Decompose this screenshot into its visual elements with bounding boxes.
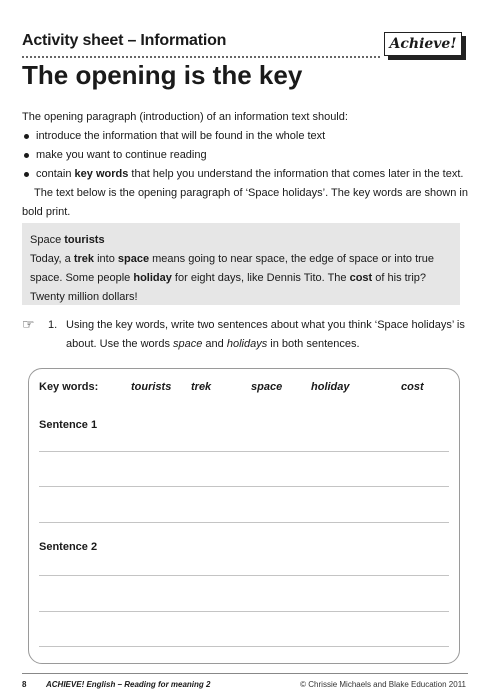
- passage-heading-keyword: tourists: [64, 234, 105, 246]
- passage-keyword: cost: [349, 272, 373, 284]
- keyword-trek: trek: [191, 381, 212, 393]
- header-dotted-rule: [22, 56, 380, 58]
- passage-text-part: into: [94, 253, 118, 265]
- intro-section: [22, 108, 470, 222]
- passage-keyword: holiday: [133, 272, 172, 284]
- task-text-part: Using the key words, write two sentences about what you think ‘Space holidays’ is about. Use the words: [66, 319, 465, 350]
- task-text-part: and: [202, 338, 227, 350]
- bullet-item: [22, 127, 470, 146]
- answer-box: [28, 368, 460, 664]
- passage-text: [30, 250, 452, 307]
- passage-text-part: means going to near space, the edge of space or into true space. Some people: [30, 253, 435, 284]
- page-title: The opening is the key: [22, 60, 303, 90]
- writing-line[interactable]: [39, 611, 449, 612]
- bullet-item: [22, 165, 470, 184]
- bullet-text: contain: [36, 168, 75, 180]
- footer-book-title: ACHIEVE! English – Reading for meaning 2: [46, 680, 211, 689]
- task-text-part: in both sentences.: [267, 338, 360, 350]
- footer-copyright: © Chrissie Michaels and Blake Education 2011: [300, 680, 466, 689]
- pointing-hand-icon: ☞: [22, 316, 35, 332]
- writing-line[interactable]: [39, 451, 449, 452]
- writing-line[interactable]: [39, 646, 449, 647]
- passage-text-part: for eight days, like Dennis Tito. The: [171, 272, 350, 284]
- achieve-badge: Achieve!: [384, 32, 462, 56]
- passage-text-part: of his trip? Twenty million dollars!: [30, 272, 427, 303]
- writing-line[interactable]: [39, 575, 449, 576]
- bullet-keyword: key words: [74, 168, 129, 180]
- footer-page-number: 8: [22, 680, 27, 689]
- keywords-row: [39, 381, 449, 399]
- task-emphasis: space: [173, 338, 203, 350]
- bullet-text: that help you understand the information that comes later in the text.: [128, 168, 464, 180]
- sentence-1-label: Sentence 1: [39, 419, 98, 431]
- bullet-dot-icon: [24, 134, 29, 139]
- keyword-tourists: tourists: [131, 381, 172, 393]
- keyword-cost: cost: [401, 381, 424, 393]
- page-header: [22, 30, 468, 60]
- passage-keyword: space: [117, 253, 150, 265]
- sentence-2-label: Sentence 2: [39, 541, 98, 553]
- intro-follow: The text below is the opening paragraph of ‘Space holidays’. The key words are shown in bold print.: [22, 187, 468, 218]
- keywords-label: Key words:: [39, 381, 99, 393]
- bullet-text: introduce the information that will be found in the whole text: [36, 130, 326, 142]
- writing-line[interactable]: [39, 522, 449, 523]
- bullet-dot-icon: [24, 172, 29, 177]
- intro-bullet-list: [22, 127, 470, 184]
- bullet-item: [22, 146, 470, 165]
- bullet-text: make you want to continue reading: [36, 149, 207, 161]
- passage-heading: [30, 231, 452, 250]
- keyword-space: space: [251, 381, 283, 393]
- keyword-holiday: holiday: [311, 381, 350, 393]
- bullet-dot-icon: [24, 153, 29, 158]
- task-1: [22, 316, 470, 354]
- task-emphasis: holidays: [226, 338, 268, 350]
- section-label: Activity sheet – Information: [22, 32, 227, 49]
- intro-lead: The opening paragraph (introduction) of an information text should:: [22, 111, 348, 123]
- passage-heading-plain: Space: [30, 234, 65, 246]
- writing-line[interactable]: [39, 486, 449, 487]
- task-number: 1.: [48, 319, 58, 331]
- footer-rule: [22, 673, 468, 674]
- passage-box: [22, 223, 460, 305]
- passage-keyword: trek: [73, 253, 95, 265]
- task-instruction: [66, 316, 470, 354]
- passage-text-part: Today, a: [30, 253, 74, 265]
